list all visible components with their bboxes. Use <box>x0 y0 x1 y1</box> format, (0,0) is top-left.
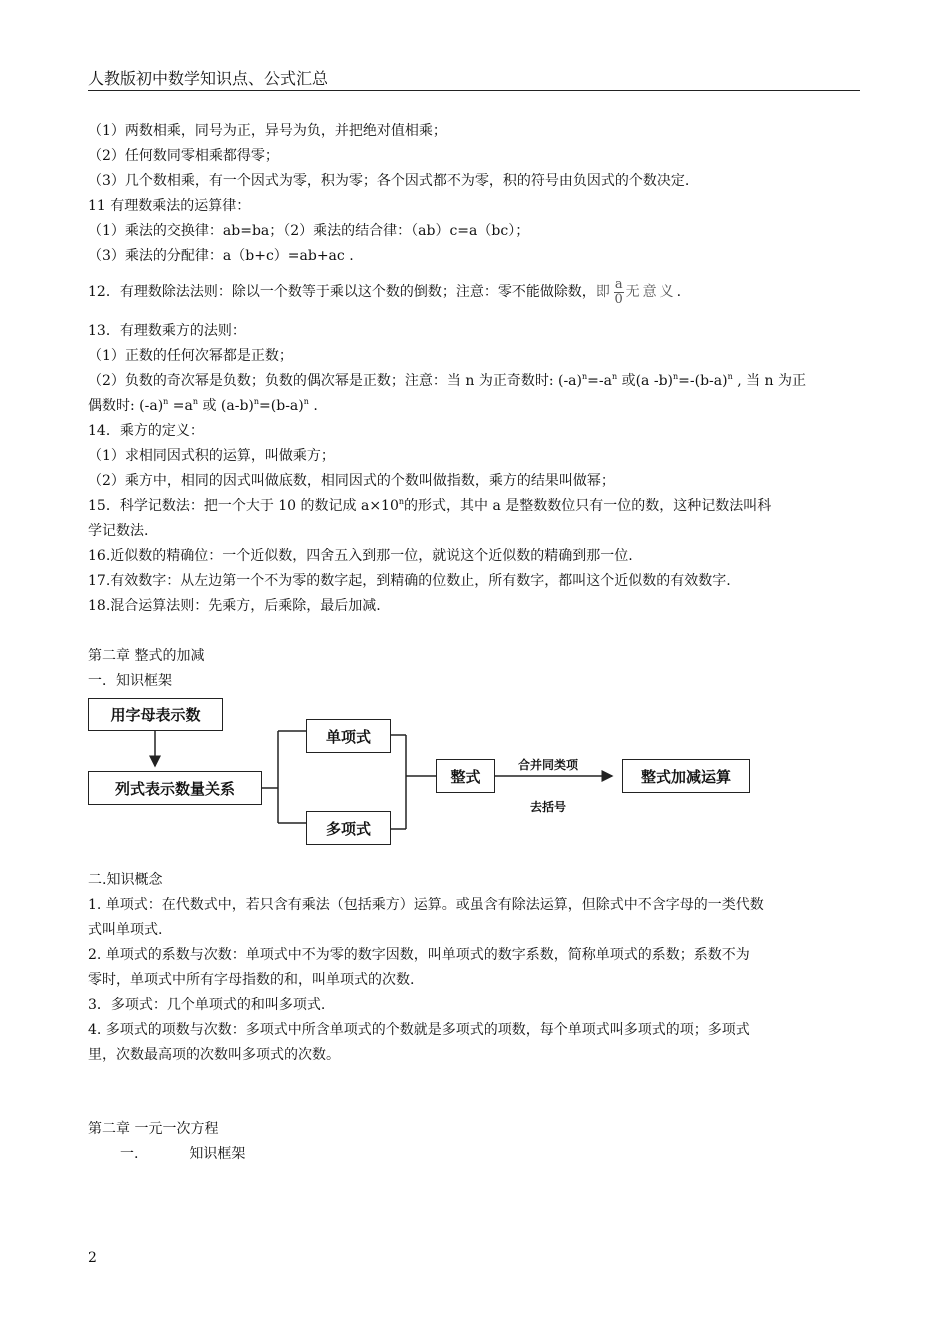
page-number: 2 <box>88 1250 97 1266</box>
text-line: （1）正数的任何次幂都是正数； <box>88 348 293 364</box>
section-heading: 一．知识框架 <box>88 673 172 689</box>
text-line: 2. 单项式的系数与次数：单项式中不为零的数字因数，叫单项式的数字系数，简称单项式的系数；系数不为 <box>88 947 750 963</box>
text-line: （3）几个数相乘，有一个因式为零，积为零；各个因式都不为零，积的符号由负因式的个数决定. <box>88 173 690 189</box>
box-integral-addsub: 整式加减运算 <box>622 759 750 793</box>
section-heading: 一. 知识框架 <box>120 1146 246 1162</box>
text-line: 里，次数最高项的次数叫多项式的次数。 <box>88 1047 340 1063</box>
text-line-scientific: 15．科学记数法：把一个大于 10 的数记成 $a\times 10^n$的形式，其中 a 是整数数位只有一位的数，这种记数法叫科 <box>88 497 772 514</box>
box-quantity-relations: 列式表示数量关系 <box>88 771 262 805</box>
label-remove-brackets: 去括号 <box>530 800 567 814</box>
text-line: （1）两数相乘，同号为正，异号为负，并把绝对值相乘； <box>88 123 447 139</box>
text-line: （3）乘法的分配律：a（b+c）=ab+ac . <box>88 248 354 264</box>
box-letters-represent-numbers: 用字母表示数 <box>88 698 223 731</box>
text-line: 18.混合运算法则：先乘方，后乘除，最后加减. <box>88 598 381 614</box>
text-line: 14．乘方的定义： <box>88 423 204 439</box>
text-line: 3．多项式：几个单项式的和叫多项式. <box>88 997 326 1013</box>
label-combine-like-terms: 合并同类项 <box>518 758 579 772</box>
text-line: 式叫单项式. <box>88 922 163 938</box>
header-title: 人教版初中数学知识点、公式汇总 <box>88 69 329 88</box>
text-line: （2）乘方中，相同的因式叫做底数，相同因式的个数叫做指数，乘方的结果叫做幂； <box>88 473 615 489</box>
text-line: 4. 多项式的项数与次数：多项式中所含单项式的个数就是多项式的项数，每个单项式叫多项式的项；多项式 <box>88 1022 750 1038</box>
chapter-title: 第二章 一元一次方程 <box>88 1121 219 1137</box>
text-line: （2）任何数同零相乘都得零； <box>88 148 279 164</box>
text-line-power-odd: （2）负数的奇次幂是负数；负数的偶次幂是正数；注意：当 n 为正奇数时: $(-a)^n=-a^n$ 或(a $-b)^n=-(b-a)^n$ , 当 n 为正 <box>88 372 807 389</box>
box-monomial: 单项式 <box>306 719 391 753</box>
text-line: （1）求相同因式积的运算，叫做乘方； <box>88 448 335 464</box>
text-line: 1. 单项式：在代数式中，若只含有乘法（包括乘方）运算。或虽含有除法运算，但除式中不含字母的一类代数 <box>88 897 764 913</box>
text-line: 16.近似数的精确位：一个近似数，四舍五入到那一位，就说这个近似数的精确到那一位. <box>88 548 633 564</box>
text-line: 零时，单项式中所有字母指数的和，叫单项式的次数. <box>88 972 415 988</box>
box-polynomial: 多项式 <box>306 811 391 845</box>
box-integral-expression: 整式 <box>436 759 495 793</box>
text-line-division: 12．有理数除法法则：除以一个数等于乘以这个数的倒数；注意：零不能做除数，即 $\frac{a}{0}$ 无意义. <box>88 276 682 307</box>
text-line: 11 有理数乘法的运算律： <box>88 198 251 214</box>
fraction-a-over-0: $\frac{a}{0}$ <box>614 276 623 307</box>
text-line: 学记数法. <box>88 523 149 539</box>
chapter-title: 第二章 整式的加减 <box>88 648 205 664</box>
text-line-power-even: 偶数时: $(-a)^n =a^n$ 或 $(a-b)^n=(b-a)^n$ . <box>88 397 318 414</box>
section-heading: 二.知识概念 <box>88 872 163 888</box>
text-line: （1）乘法的交换律：ab=ba；（2）乘法的结合律：（ab）c=a（bc）； <box>88 223 530 239</box>
text-line: 17.有效数字：从左边第一个不为零的数字起，到精确的位数止，所有数字，都叫这个近似数的有效数字. <box>88 573 731 589</box>
text-line: 13．有理数乘方的法则： <box>88 323 246 339</box>
